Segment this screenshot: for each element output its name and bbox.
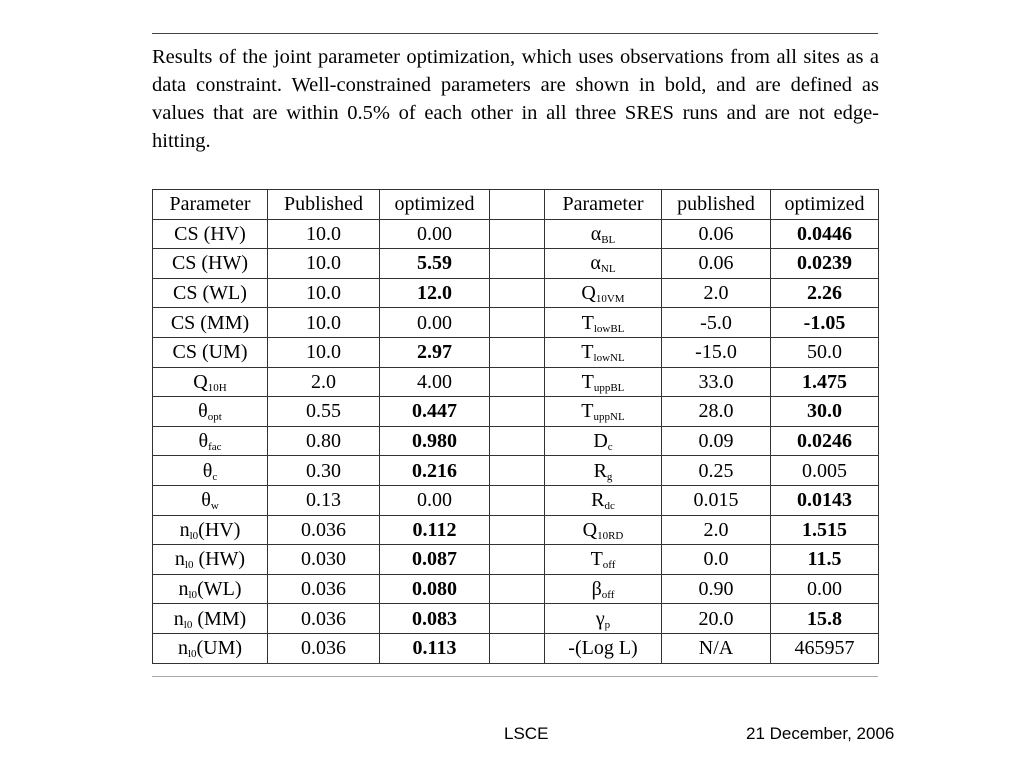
parameter-table — [152, 189, 879, 664]
left-published-cell: 0.30 — [268, 456, 380, 486]
parameter-subscript: l0 — [184, 559, 194, 572]
left-published-cell: 0.13 — [268, 485, 380, 515]
right-published-cell: 0.25 — [662, 456, 771, 486]
table-row — [153, 633, 879, 663]
parameter-subscript: w — [210, 500, 219, 513]
parameter-symbol: β — [591, 578, 602, 601]
right-optimized-cell: 465957 — [771, 633, 879, 663]
right-parameter-cell — [545, 456, 662, 486]
table-header-row — [153, 190, 879, 220]
right-optimized-cell: 0.0239 — [771, 249, 879, 279]
table-caption: Results of the joint parameter optimization, which uses observations from all sites as a data constraint. Well-constrained parameters are shown in bold, and are defined as values that are within 0.5% of each other in all three SRES runs and are not edge-hitting. — [152, 46, 879, 152]
left-optimized-cell: 0.980 — [380, 426, 490, 456]
table-row — [153, 278, 879, 308]
spacer-cell — [490, 278, 545, 308]
header-right-parameter: Parameter — [545, 190, 662, 220]
parameter-symbol: -(Log L) — [568, 637, 638, 660]
left-parameter-cell — [153, 604, 268, 634]
table-row — [153, 515, 879, 545]
parameter-subscript: off — [601, 589, 615, 602]
parameter-symbol: T — [581, 400, 594, 423]
parameter-symbol: γ — [595, 607, 605, 630]
parameter-subscript: uppNL — [593, 411, 625, 424]
parameter-symbol: θ — [201, 489, 211, 512]
parameter-table-body — [153, 190, 879, 664]
right-parameter-cell — [545, 633, 662, 663]
left-published-cell: 0.036 — [268, 574, 380, 604]
header-left-optimized: optimized — [380, 190, 490, 220]
spacer-cell — [490, 426, 545, 456]
right-parameter-cell — [545, 515, 662, 545]
right-published-cell: 0.90 — [662, 574, 771, 604]
parameter-symbol: n — [178, 578, 189, 601]
parameter-symbol: α — [590, 222, 602, 245]
right-parameter-cell — [545, 219, 662, 249]
left-parameter-cell — [153, 278, 268, 308]
right-optimized-cell: 0.0143 — [771, 485, 879, 515]
right-published-cell: 0.0 — [662, 545, 771, 575]
right-published-cell: 2.0 — [662, 278, 771, 308]
parameter-suffix: (UM) — [196, 637, 243, 660]
parameter-symbol: n — [179, 518, 190, 541]
right-optimized-cell: 1.475 — [771, 367, 879, 397]
parameter-suffix: (MM) — [192, 607, 247, 630]
left-optimized-cell: 5.59 — [380, 249, 490, 279]
left-parameter-cell — [153, 397, 268, 427]
right-optimized-cell: 0.0246 — [771, 426, 879, 456]
parameter-symbol: CS (MM) — [170, 311, 250, 334]
parameter-symbol: α — [590, 252, 601, 275]
left-parameter-cell — [153, 308, 268, 338]
right-optimized-cell: 50.0 — [771, 337, 879, 367]
left-parameter-cell — [153, 456, 268, 486]
right-optimized-cell: 0.0446 — [771, 219, 879, 249]
left-parameter-cell — [153, 545, 268, 575]
right-parameter-cell — [545, 308, 662, 338]
right-parameter-cell — [545, 574, 662, 604]
right-parameter-cell — [545, 367, 662, 397]
parameter-subscript: 10RD — [597, 529, 624, 542]
right-parameter-cell — [545, 545, 662, 575]
spacer-cell — [490, 633, 545, 663]
header-left-published: Published — [268, 190, 380, 220]
left-optimized-cell: 0.113 — [380, 633, 490, 663]
spacer-cell — [490, 485, 545, 515]
parameter-subscript: BL — [601, 233, 616, 246]
spacer-cell — [490, 249, 545, 279]
parameter-symbol: CS (HW) — [171, 252, 249, 275]
parameter-symbol: T — [581, 311, 594, 334]
left-published-cell: 0.55 — [268, 397, 380, 427]
table-row — [153, 397, 879, 427]
parameter-subscript: 10VM — [595, 293, 625, 306]
parameter-subscript: l0 — [189, 529, 199, 542]
parameter-symbol: θ — [198, 400, 208, 423]
table-row — [153, 367, 879, 397]
parameter-suffix: (HV) — [198, 518, 241, 541]
right-parameter-cell — [545, 426, 662, 456]
right-optimized-cell: 11.5 — [771, 545, 879, 575]
table-row — [153, 545, 879, 575]
left-published-cell: 0.030 — [268, 545, 380, 575]
right-optimized-cell: 1.515 — [771, 515, 879, 545]
parameter-symbol: Q — [193, 370, 208, 393]
right-published-cell: -15.0 — [662, 337, 771, 367]
parameter-symbol: θ — [198, 430, 209, 453]
spacer-cell — [490, 545, 545, 575]
parameter-symbol: n — [177, 637, 188, 660]
right-published-cell: 0.06 — [662, 249, 771, 279]
left-optimized-cell: 4.00 — [380, 367, 490, 397]
parameter-symbol: CS (UM) — [172, 341, 248, 364]
left-published-cell: 10.0 — [268, 278, 380, 308]
parameter-suffix: (HW) — [193, 548, 246, 571]
parameter-subscript: dc — [604, 500, 615, 513]
bottom-divider — [152, 676, 878, 677]
parameter-subscript: p — [604, 618, 611, 631]
left-parameter-cell — [153, 426, 268, 456]
right-published-cell: 0.015 — [662, 485, 771, 515]
table-row — [153, 337, 879, 367]
parameter-symbol: CS (WL) — [173, 282, 247, 305]
right-published-cell: 2.0 — [662, 515, 771, 545]
spacer-cell — [490, 456, 545, 486]
header-left-parameter: Parameter — [153, 190, 268, 220]
left-parameter-cell — [153, 515, 268, 545]
spacer-cell — [490, 308, 545, 338]
parameter-symbol: Q — [581, 282, 596, 305]
left-published-cell: 10.0 — [268, 308, 380, 338]
left-optimized-cell: 0.083 — [380, 604, 490, 634]
right-parameter-cell — [545, 278, 662, 308]
parameter-subscript: c — [212, 470, 218, 483]
table-row — [153, 308, 879, 338]
right-optimized-cell: 15.8 — [771, 604, 879, 634]
spacer-cell — [490, 397, 545, 427]
right-published-cell: N/A — [662, 633, 771, 663]
left-published-cell: 0.80 — [268, 426, 380, 456]
right-parameter-cell — [545, 485, 662, 515]
right-published-cell: 33.0 — [662, 367, 771, 397]
parameter-symbol: T — [590, 548, 603, 571]
header-right-published: published — [662, 190, 771, 220]
spacer-cell — [490, 604, 545, 634]
parameter-symbol: n — [173, 607, 184, 630]
parameter-subscript: NL — [600, 263, 616, 276]
left-parameter-cell — [153, 219, 268, 249]
left-optimized-cell: 0.00 — [380, 219, 490, 249]
parameter-suffix: (WL) — [197, 578, 242, 601]
left-optimized-cell: 0.00 — [380, 308, 490, 338]
table-row — [153, 456, 879, 486]
left-published-cell: 0.036 — [268, 633, 380, 663]
left-published-cell: 10.0 — [268, 219, 380, 249]
parameter-subscript: g — [606, 470, 613, 483]
parameter-symbol: R — [593, 459, 607, 482]
table-row — [153, 426, 879, 456]
parameter-subscript: lowBL — [593, 322, 625, 335]
right-optimized-cell: 0.00 — [771, 574, 879, 604]
right-parameter-cell — [545, 397, 662, 427]
header-right-optimized: optimized — [771, 190, 879, 220]
parameter-symbol: T — [581, 370, 594, 393]
parameter-subscript: opt — [207, 411, 222, 424]
parameter-subscript: fac — [208, 441, 222, 454]
parameter-subscript: lowNL — [593, 352, 625, 365]
parameter-subscript: 10H — [207, 381, 227, 394]
parameter-subscript: c — [607, 441, 613, 454]
footer-date: 21 December, 2006 — [746, 724, 895, 743]
right-optimized-cell: -1.05 — [771, 308, 879, 338]
right-published-cell: 0.09 — [662, 426, 771, 456]
left-published-cell: 0.036 — [268, 515, 380, 545]
parameter-subscript: l0 — [188, 589, 198, 602]
left-parameter-cell — [153, 633, 268, 663]
left-optimized-cell: 0.087 — [380, 545, 490, 575]
parameter-symbol: CS (HV) — [174, 222, 246, 245]
left-optimized-cell: 0.112 — [380, 515, 490, 545]
left-parameter-cell — [153, 485, 268, 515]
parameter-symbol: Q — [582, 518, 598, 541]
table-row — [153, 249, 879, 279]
footer-organization: LSCE — [504, 724, 549, 743]
right-parameter-cell — [545, 249, 662, 279]
right-optimized-cell: 0.005 — [771, 456, 879, 486]
right-published-cell: 0.06 — [662, 219, 771, 249]
spacer-cell — [490, 219, 545, 249]
right-parameter-cell — [545, 604, 662, 634]
left-parameter-cell — [153, 249, 268, 279]
right-published-cell: -5.0 — [662, 308, 771, 338]
left-optimized-cell: 0.080 — [380, 574, 490, 604]
parameter-subscript: l0 — [187, 648, 197, 661]
spacer-cell — [490, 515, 545, 545]
parameter-subscript: uppBL — [593, 381, 625, 394]
table-row — [153, 604, 879, 634]
parameter-symbol: R — [591, 489, 605, 512]
left-parameter-cell — [153, 367, 268, 397]
right-published-cell: 28.0 — [662, 397, 771, 427]
spacer-cell — [490, 574, 545, 604]
parameter-subscript: l0 — [183, 618, 193, 631]
left-optimized-cell: 12.0 — [380, 278, 490, 308]
right-optimized-cell: 30.0 — [771, 397, 879, 427]
right-published-cell: 20.0 — [662, 604, 771, 634]
spacer-cell — [490, 337, 545, 367]
table-row — [153, 219, 879, 249]
left-optimized-cell: 0.00 — [380, 485, 490, 515]
table-row — [153, 485, 879, 515]
parameter-symbol: T — [581, 341, 594, 364]
spacer-cell — [490, 190, 545, 220]
spacer-cell — [490, 367, 545, 397]
parameter-subscript: off — [602, 559, 616, 572]
table-row — [153, 574, 879, 604]
right-optimized-cell: 2.26 — [771, 278, 879, 308]
left-published-cell: 10.0 — [268, 337, 380, 367]
parameter-symbol: θ — [202, 459, 213, 482]
parameter-symbol: n — [174, 548, 185, 571]
top-divider — [152, 33, 878, 34]
left-optimized-cell: 2.97 — [380, 337, 490, 367]
left-published-cell: 10.0 — [268, 249, 380, 279]
left-published-cell: 0.036 — [268, 604, 380, 634]
parameter-symbol: D — [593, 430, 608, 453]
left-parameter-cell — [153, 337, 268, 367]
left-optimized-cell: 0.216 — [380, 456, 490, 486]
left-optimized-cell: 0.447 — [380, 397, 490, 427]
right-parameter-cell — [545, 337, 662, 367]
left-published-cell: 2.0 — [268, 367, 380, 397]
left-parameter-cell — [153, 574, 268, 604]
